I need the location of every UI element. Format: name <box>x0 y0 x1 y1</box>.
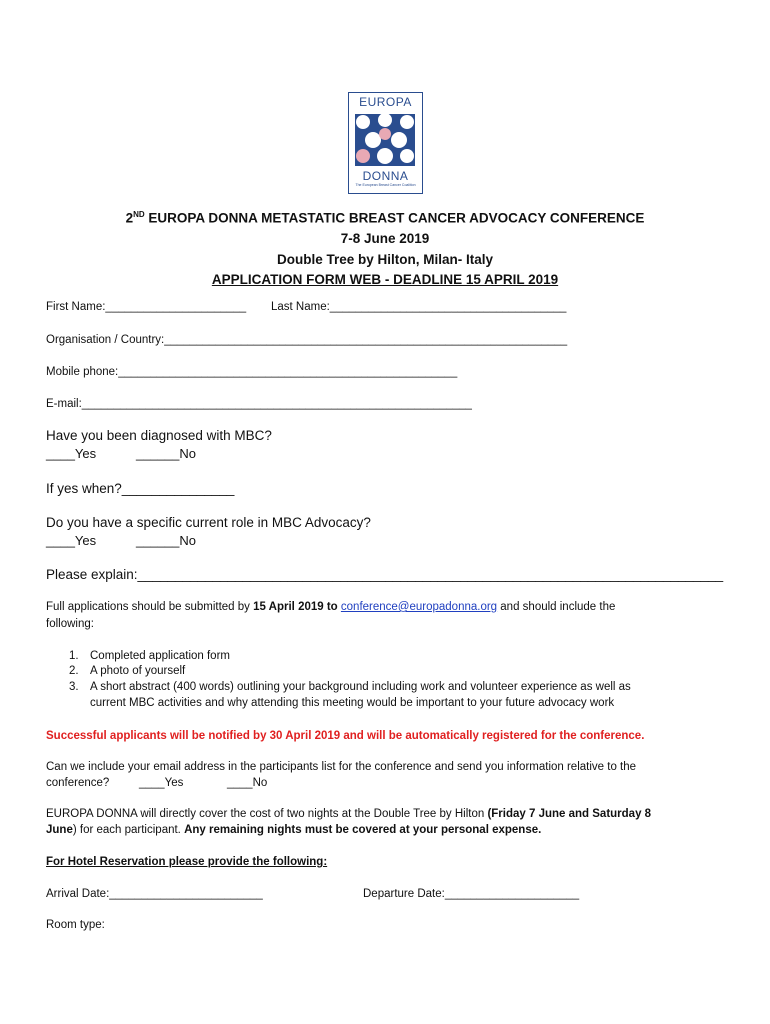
logo-top-text: EUROPA <box>359 95 412 109</box>
list-item <box>69 650 230 662</box>
europa-donna-logo <box>348 92 423 194</box>
list-item-text: A photo of yourself <box>90 665 186 677</box>
diagnosis-date-field[interactable]: If yes when?_______________ <box>46 481 235 496</box>
organisation-country-field[interactable]: Organisation / Country:_______________________________________________________________ <box>46 334 568 346</box>
logo-bottom-text: DONNA <box>362 169 409 183</box>
list-item-text-continued: current MBC activities and why attending this meeting would be important to your future advocacy work <box>90 697 615 709</box>
arrival-date-field[interactable]: Arrival Date:________________________ <box>46 888 263 900</box>
hotel-covered-dates: (Friday 7 June and Saturday 8 <box>487 808 652 820</box>
list-item-number: 1. <box>69 650 79 662</box>
advocacy-role-no-option[interactable]: ______No <box>136 533 196 548</box>
email-consent-question: Can we include your email address in the participants list for the conference and send you information relative to the <box>46 761 637 773</box>
submission-deadline: 15 April 2019 to <box>253 601 341 613</box>
hotel-remaining-nights-note: Any remaining nights must be covered at your personal expense. <box>184 824 542 836</box>
hotel-coverage-line2 <box>46 824 541 836</box>
please-explain-field[interactable]: Please explain:______________________________________________________________________________ <box>46 567 724 582</box>
list-item-text: Completed application form <box>90 650 230 662</box>
conference-venue: Double Tree by Hilton, Milan- Italy <box>276 252 494 267</box>
email-field[interactable]: E-mail:_____________________________________________________________ <box>46 398 472 410</box>
list-item <box>69 665 186 677</box>
conference-dates: 7-8 June 2019 <box>340 231 430 246</box>
hotel-reservation-heading-text: For Hotel Reservation please provide the following: <box>46 856 328 868</box>
mobile-phone-field[interactable]: Mobile phone:_____________________________________________________ <box>46 366 458 378</box>
form-title-text: APPLICATION FORM WEB - DEADLINE 15 APRIL 2019 <box>211 272 559 287</box>
departure-date-field[interactable]: Departure Date:_____________________ <box>363 888 580 900</box>
mbc-diagnosis-yes-option[interactable]: ____Yes <box>46 446 97 461</box>
room-type-field[interactable]: Room type: <box>46 919 105 931</box>
list-item-number: 2. <box>69 665 79 677</box>
submission-prefix: Full applications should be submitted by <box>46 601 254 613</box>
title-text: EUROPA DONNA METASTATIC BREAST CANCER ADVOCACY CONFERENCE <box>144 210 645 226</box>
hotel-reservation-heading <box>46 856 327 868</box>
list-item <box>69 681 631 709</box>
list-item-text: A short abstract (400 words) outlining your background including work and volunteer experience as well as <box>90 681 631 693</box>
title-superscript: ND <box>133 210 145 219</box>
email-consent-yes-option[interactable]: ____Yes <box>139 777 184 789</box>
submission-line2: following: <box>46 618 94 630</box>
advocacy-role-yes-option[interactable]: ____Yes <box>46 533 97 548</box>
logo-tagline: The European Breast Cancer Coalition <box>355 183 416 187</box>
mbc-diagnosis-question: Have you been diagnosed with MBC? <box>46 428 272 443</box>
hotel-coverage-line1 <box>46 808 651 820</box>
email-consent-no-option[interactable]: ____No <box>227 777 268 789</box>
email-consent-question-line2: conference? <box>46 777 110 789</box>
notification-notice: Successful applicants will be notified by 30 April 2019 and will be automatically registered for the conference. <box>46 730 645 742</box>
hotel-covered-month: June <box>46 824 73 836</box>
first-name-field[interactable]: First Name:______________________ <box>46 301 247 313</box>
conference-email-link[interactable]: conference@europadonna.org <box>340 601 498 613</box>
submission-suffix: and should include the <box>497 601 616 613</box>
advocacy-role-question: Do you have a specific current role in MBC Advocacy? <box>46 515 371 530</box>
list-item-number: 3. <box>69 681 79 693</box>
submission-instructions <box>46 601 615 613</box>
form-title <box>0 272 770 287</box>
hotel-coverage-each: ) for each participant. <box>72 824 185 836</box>
last-name-field[interactable]: Last Name:_____________________________________ <box>271 301 567 313</box>
hotel-coverage-text: EUROPA DONNA will directly cover the cost of two nights at the Double Tree by Hilton <box>46 808 488 820</box>
logo-figures-graphic <box>349 110 422 168</box>
title-number: 2 <box>125 210 134 226</box>
mbc-diagnosis-no-option[interactable]: ______No <box>136 446 196 461</box>
conference-title <box>0 210 770 226</box>
